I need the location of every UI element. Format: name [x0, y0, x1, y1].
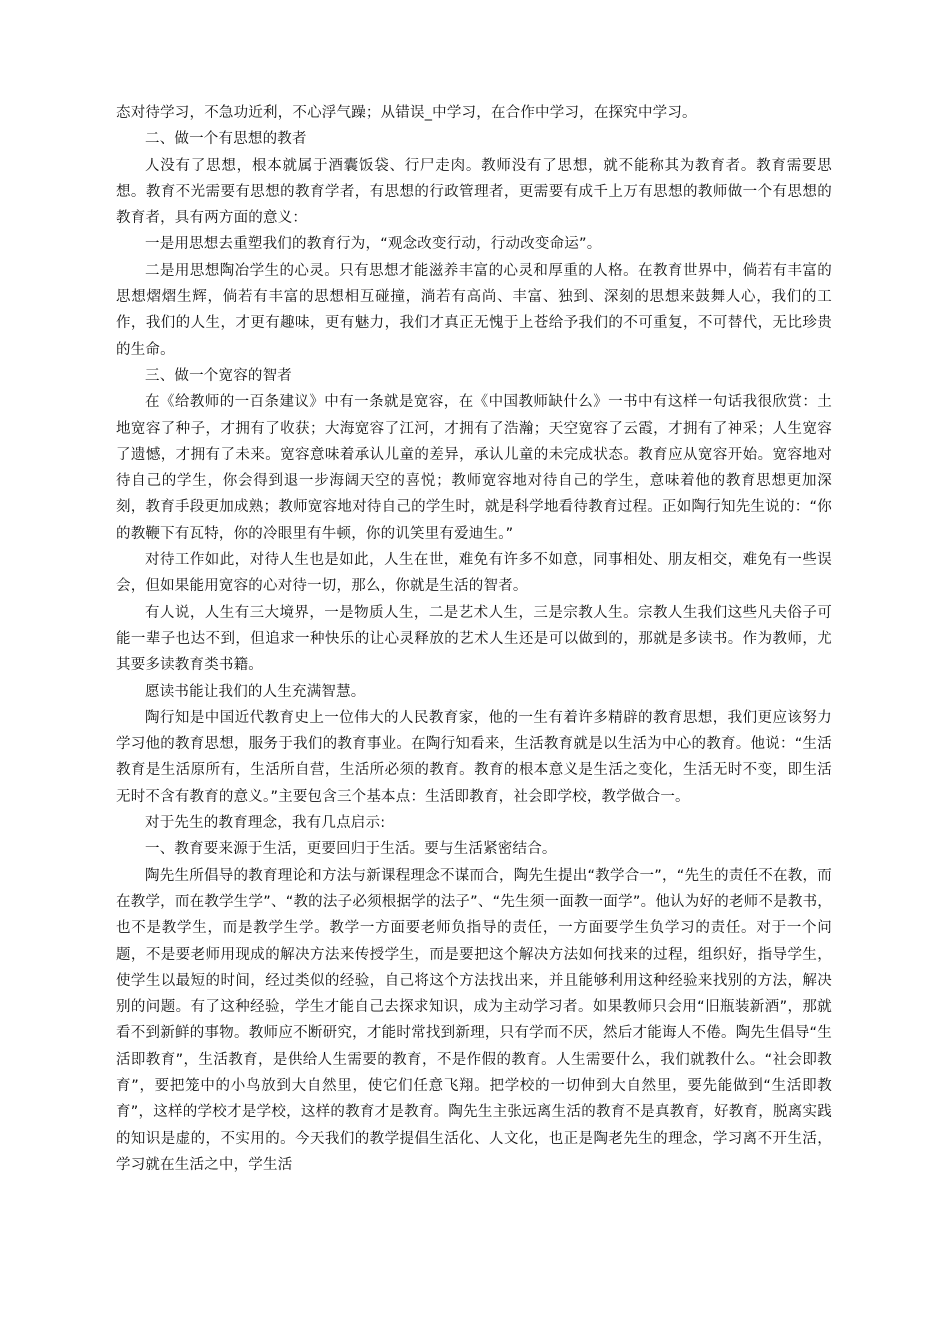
paragraph-11: 陶行知是中国近代教育史上一位伟大的人民教育家，他的一生有着许多精辟的教育思想，我们更应该努力学习他的教育思想，服务于我们的教育事业。在陶行知看来，生活教育就是以生活为中心的教育。他说：“生活教育是生活原所有，生活所自营，生活所必须的教育。教育的根本意义是生活之变化，生活无时不变，即生活无时不含有教育的意义。”主要包含三个基本点：生活即教育，社会即学校，教学做合一。 [116, 709, 832, 805]
paragraph-1: 态对待学习，不急功近利，不心浮气躁；从错误_中学习，在合作中学习，在探究中学习。 [116, 105, 697, 121]
paragraph-7: 在《给教师的一百条建议》中有一条就是宽容，在《中国教师缺什么》一书中有这样一句话我很欣赏：土地宽容了种子，才拥有了收获；大海宽容了江河，才拥有了浩瀚；天空宽容了云霞，才拥有了神采；人生宽容了遗憾，才拥有了未来。宽容意味着承认儿童的差异，承认儿童的未完成状态。教育应从宽容开始。宽容地对待自己的学生，你会得到退一步海阔天空的喜悦；教师宽容地对待自己的学生，意味着他的教育思想更加深刻，教育手段更加成熟；教师宽容地对待自己的学生时，就是科学地看待教育过程。正如陶行知先生说的：“你的教鞭下有瓦特，你的冷眼里有牛顿，你的讥笑里有爱迪生。” [116, 394, 832, 542]
paragraph-8: 对待工作如此，对待人生也是如此，人生在世，难免有许多不如意，同事相处、朋友相交，难免有一些误会，但如果能用宽容的心对待一切，那么，你就是生活的智者。 [116, 552, 832, 595]
paragraph-14: 陶先生所倡导的教育理论和方法与新课程理念不谋而合，陶先生提出“教学合一”，“先生的责任不在教，而在教学，而在教学生学”、“教的法子必须根据学的法子”、“先生须一面教一面学”。他认为好的老师不是教书，也不是教学生，而是教学生学。教学一方面要老师负指导的责任，一方面要学生负学习的责任。对于一个问题，不是要老师用现成的解决方法来传授学生，而是要把这个解决方法如何找来的过程，组织好，指导学生，使学生以最短的时间，经过类似的经验，自己将这个方法找出来，并且能够利用这种经验来找别的方法，解决别的问题。有了这种经验，学生才能自己去探求知识，成为主动学习者。如果教师只会用“旧瓶装新酒”，那就看不到新鲜的事物。教师应不断研究，才能时常找到新理，只有学而不厌，然后才能诲人不倦。陶先生倡导“生活即教育”，生活教育，是供给人生需要的教育，不是作假的教育。人生需要什么，我们就教什么。“社会即教育”，要把笼中的小鸟放到大自然里，使它们任意飞翔。把学校的一切伸到大自然里，要先能做到“生活即教育”，这样的学校才是学校，这样的教育才是教育。陶先生主张远离生活的教育不是真教育，好教育，脱离实践的知识是虚的，不实用的。今天我们的教学提倡生活化、人文化，也正是陶老先生的理念，学习离不开生活，学习就在生活之中，学生活 [116, 867, 832, 1173]
paragraph-9: 有人说，人生有三大境界，一是物质人生，二是艺术人生，三是宗教人生。宗教人生我们这些凡夫俗子可能一辈子也达不到，但追求一种快乐的让心灵释放的艺术人生还是可以做到的，那就是多读书。作为教师，尤其要多读教育类书籍。 [116, 604, 832, 674]
section-heading-3: 三、做一个宽容的智者 [145, 367, 292, 384]
section-heading-2: 二、做一个有思想的教者 [145, 131, 307, 148]
paragraph-5: 二是用思想陶冶学生的心灵。只有思想才能滋养丰富的心灵和厚重的人格。在教育世界中，倘若有丰富的思想熠熠生辉，倘若有丰富的思想相互碰撞，淌若有高尚、丰富、独到、深刻的思想来鼓舞人心，我们的工作，我们的人生，才更有趣味，更有魅力，我们才真正无愧于上苍给予我们的不可重复，不可替代，无比珍贵的生命。 [116, 262, 832, 358]
section-heading-1-life: 一、教育要来源于生活，更要回归于生活。要与生活紧密结合。 [145, 841, 557, 858]
paragraph-4: 一是用思想去重塑我们的教育行为，“观念改变行动，行动改变命运”。 [145, 236, 602, 253]
paragraph-3: 人没有了思想，根本就属于酒囊饭袋、行尸走肉。教师没有了思想，就不能称其为教育者。教育需要思想。教育不光需要有思想的教育学者，有思想的行政管理者，更需要有成千上万有思想的教师做一个有思想的教育者，具有两方面的意义： [116, 157, 832, 227]
paragraph-12: 对于先生的教育理念，我有几点启示: [145, 815, 386, 832]
paragraph-10: 愿读书能让我们的人生充满智慧。 [145, 683, 366, 700]
document-body [116, 100, 832, 1178]
